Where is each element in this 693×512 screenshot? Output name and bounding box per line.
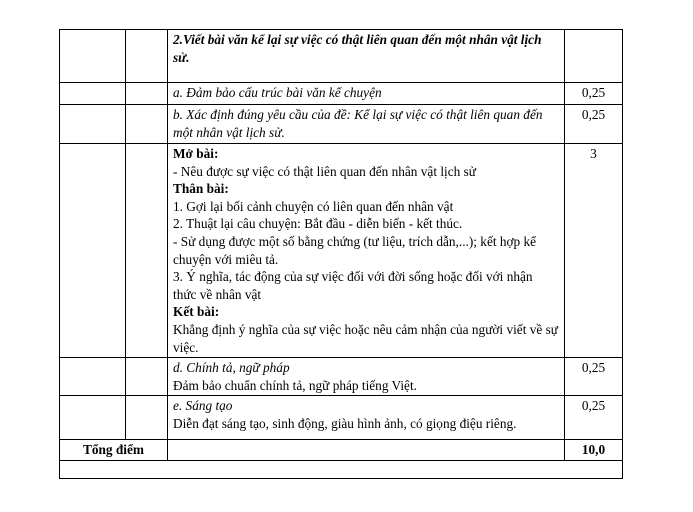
table-row — [60, 144, 623, 358]
total-row — [60, 440, 623, 461]
cell-col2 — [126, 358, 168, 396]
cell-col1 — [60, 105, 126, 144]
table-row — [60, 83, 623, 105]
than-bai-line: 3. Ý nghĩa, tác động của sự việc đối với đời sống hoặc đối với nhận thức về nhân vật — [173, 269, 533, 302]
cell-col1 — [60, 144, 126, 358]
score-cell: 0,25 — [565, 358, 623, 396]
than-bai-line: - Sử dụng được một số bằng chứng (tư liệu, trích dẫn,...); kết hợp kể chuyện với miêu tả. — [173, 233, 537, 267]
criterion-cell — [168, 396, 565, 440]
cell-col1 — [60, 396, 126, 440]
table-row — [60, 105, 623, 144]
table-row — [60, 396, 623, 440]
than-bai-line: 2. Thuật lại câu chuyện: Bắt đầu - diễn biến - kết thúc. — [173, 216, 463, 232]
total-score: 10,0 — [565, 440, 623, 461]
score-cell: 0,25 — [565, 105, 623, 144]
mo-bai-heading: Mở bài: — [173, 146, 219, 161]
criterion-text: b. Xác định đúng yêu cầu của đề: Kể lại sự việc có thật liên quan đến một nhân vật lịch sử. — [168, 105, 565, 144]
table-row — [60, 358, 623, 396]
ket-bai-text: Khẳng định ý nghĩa của sự việc hoặc nêu cảm nhận của người viết về sự việc. — [173, 321, 558, 355]
empty-cell — [60, 460, 623, 478]
cell-col2 — [126, 396, 168, 440]
grading-table — [59, 29, 623, 479]
table-row — [60, 30, 623, 83]
essay-structure-cell — [168, 144, 565, 358]
cell-col1 — [60, 83, 126, 105]
mo-bai-text: - Nêu được sự việc có thật liên quan đến nhân vật lịch sử — [173, 163, 476, 179]
empty-row — [60, 460, 623, 478]
criterion-text: a. Đảm bảo cấu trúc bài văn kể chuyện — [168, 83, 565, 105]
criterion-title: d. Chính tả, ngữ pháp — [173, 360, 290, 376]
criterion-title: e. Sáng tạo — [173, 398, 233, 414]
score-cell: 3 — [565, 144, 623, 358]
than-bai-heading: Thân bài: — [173, 181, 229, 197]
score-cell: 0,25 — [565, 396, 623, 440]
criterion-text: Đảm bảo chuẩn chính tả, ngữ pháp tiếng Việt. — [173, 377, 417, 393]
cell-col1 — [60, 358, 126, 396]
total-label: Tổng điểm — [60, 440, 168, 461]
total-empty-cell — [168, 440, 565, 461]
cell-col1 — [60, 30, 126, 83]
cell-col2 — [126, 30, 168, 83]
cell-col2 — [126, 105, 168, 144]
criterion-text: Diễn đạt sáng tạo, sinh động, giàu hình ảnh, có giọng điệu riêng. — [173, 415, 517, 431]
score-cell: 0,25 — [565, 83, 623, 105]
cell-col2 — [126, 83, 168, 105]
score-cell — [565, 30, 623, 83]
criterion-cell — [168, 358, 565, 396]
ket-bai-heading: Kết bài: — [173, 304, 220, 320]
cell-col2 — [126, 144, 168, 358]
than-bai-line: 1. Gợi lại bối cảnh chuyện có liên quan đến nhân vật — [173, 198, 454, 214]
question-title: 2.Viết bài văn kể lại sự việc có thật liên quan đến một nhân vật lịch sử. — [168, 30, 565, 83]
